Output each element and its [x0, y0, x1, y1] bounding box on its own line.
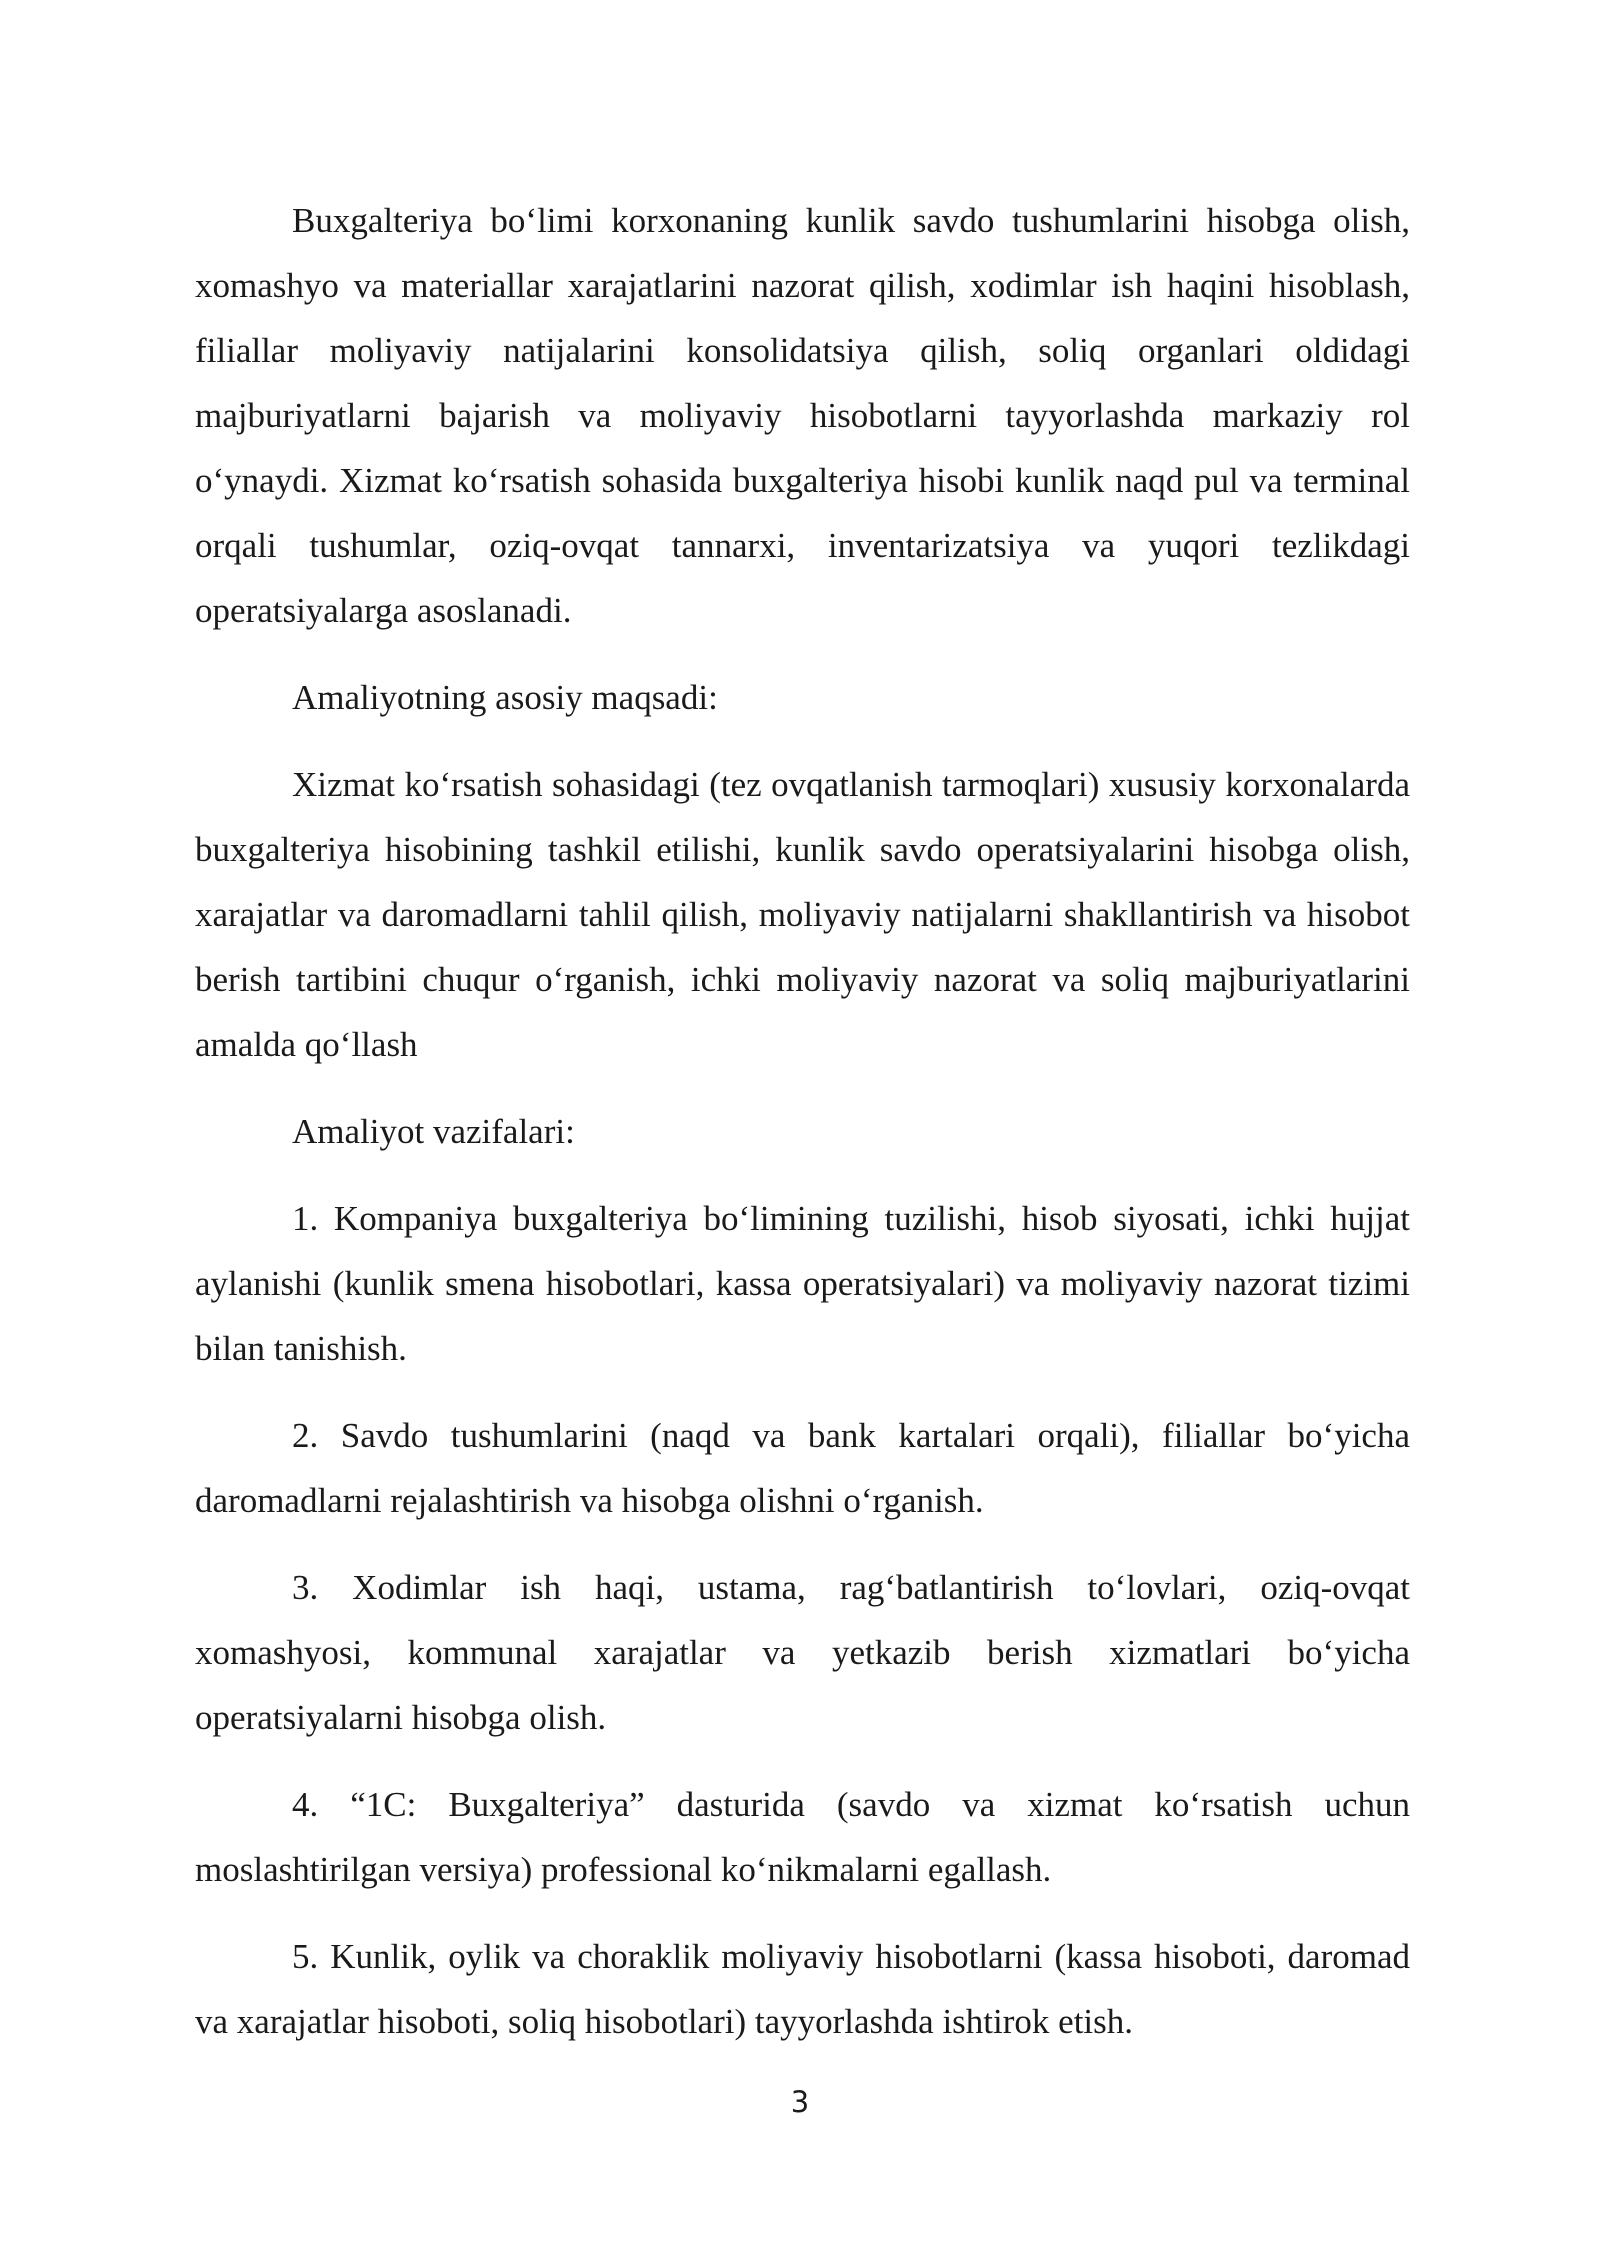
task-item-4: 4. “1C: Buxgalteriya” dasturida (savdo va xizmat ko‘rsatish uchun moslashtirilgan versiya) professional ko‘nikmalarni egallash. — [195, 1785, 1410, 1889]
task-item-3: 3. Xodimlar ish haqi, ustama, rag‘batlantirish to‘lovlari, oziq-ovqat xomashyosi, kommunal xarajatlar va yetkazib berish xizmatlari bo‘yicha operatsiyalarni hisobga olish. — [195, 1568, 1410, 1737]
heading-main-goal: Amaliyotning asosiy maqsadi: — [292, 678, 718, 717]
document-body — [195, 188, 1410, 2076]
page-number: 3 — [790, 2085, 810, 2119]
paragraph-accounting-role: Buxgalteriya bo‘limi korxonaning kunlik savdo tushumlarini hisobga olish, xomashyo va materiallar xarajatlarini nazorat qilish, xodimlar ish haqini hisoblash, filiallar moliyaviy natijalarini konsolidatsiya qilish, soliq organlari oldidagi majburiyatlarni bajarish va moliyaviy hisobotlarni tayyorlashda markaziy rol o‘ynaydi. Xizmat ko‘rsatish sohasida buxgalteriya hisobi kunlik naqd pul va terminal orqali tushumlar, oziq-ovqat tannarxi, inventarizatsiya va yuqori tezlikdagi operatsiyalarga asoslanadi. — [195, 201, 1410, 630]
heading-tasks: Amaliyot vazifalari: — [292, 1112, 575, 1151]
task-item-5: 5. Kunlik, oylik va choraklik moliyaviy hisobotlarni (kassa hisoboti, daromad va xarajatlar hisoboti, soliq hisobotlari) tayyorlashda ishtirok etish. — [195, 1937, 1410, 2041]
task-item-2: 2. Savdo tushumlarini (naqd va bank kartalari orqali), filiallar bo‘yicha daromadlarni rejalashtirish va hisobga olishni o‘rganish. — [195, 1416, 1410, 1520]
paragraph-main-goal: Xizmat ko‘rsatish sohasidagi (tez ovqatlanish tarmoqlari) xususiy korxonalarda buxgalteriya hisobining tashkil etilishi, kunlik savdo operatsiyalarini hisobga olish, xarajatlar va daromadlarni tahlil qilish, moliyaviy natijalarni shakllantirish va hisobot berish tartibini chuqur o‘rganish, ichki moliyaviy nazorat va soliq majburiyatlarini amalda qo‘llash — [195, 765, 1410, 1064]
task-item-1: 1. Kompaniya buxgalteriya bo‘limining tuzilishi, hisob siyosati, ichki hujjat aylanishi (kunlik smena hisobotlari, kassa operatsiyalari) va moliyaviy nazorat tizimi bilan tanishish. — [195, 1199, 1410, 1368]
